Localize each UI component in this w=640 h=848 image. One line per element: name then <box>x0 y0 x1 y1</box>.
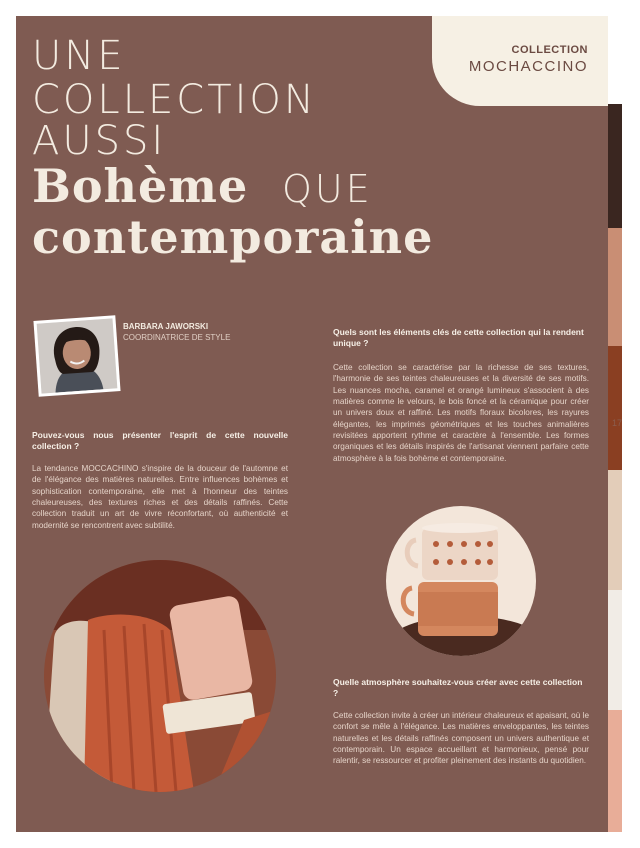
answer-1: La tendance MOCCACHINO s'inspire de la douceur de l'automne et de l'élégance des matières naturelles. Entre influences bohèmes et sophistication contemporaine, elle met à l'honneur des teintes chaleureuses, des textures riches et des détails raffinés. Cette collection traduit un art de vivre réconfortant, où authenticité et modernité se rencontrent avec subtilité. <box>32 464 288 530</box>
stacked-mugs-image <box>386 506 536 656</box>
question-1: Pouvez-vous nous présenter l'esprit de cette nouvelle collection ? <box>32 430 288 452</box>
page-number: 17 <box>612 418 623 428</box>
color-swatch-2 <box>608 228 622 346</box>
title-line-3: AUSSI <box>32 118 167 164</box>
author-portrait <box>33 315 120 397</box>
question-3: Quelle atmosphère souhaitez-vous créer avec cette collection ? <box>333 677 583 699</box>
collection-label: COLLECTION <box>511 44 588 56</box>
collection-tag <box>432 16 608 106</box>
author-name: BARBARA JAWORSKI <box>123 322 209 331</box>
answer-2: Cette collection se caractérise par la richesse de ses textures, l'harmonie de ses teintes chaleureuses et la diversité de ses motifs. Les nuances mocha, caramel et orangé lumineux s'associent à des matières comme le velours, le bois foncé et la céramique pour créer un univers doux et raffiné. Les motifs floraux bicolores, les rayures élégantes, les imprimés géométriques et les touches animalières revisitées apportent rythme et caractère à l'ensemble. Les formes organiques et les détails inspirés de l'artisanat viennent parfaire cette atmosphère à la fois bohème et contemporaine. <box>333 363 589 463</box>
color-swatch-4 <box>608 470 622 590</box>
title-line-4-bold: Bohème <box>32 159 249 213</box>
answer-3: Cette collection invite à créer un intérieur chaleureux et apaisant, où le confort se mêle à l'élégance. Les matières enveloppantes, les teintes naturelles et les détails raffinés composent un univers authentique et contemporain. Un espace accueillant et harmonieux, pensé pour ralentir, se ressourcer et profiter pleinement des instants du quotidien. <box>333 711 589 766</box>
title-line-4-thin: QUE <box>282 167 373 211</box>
color-swatch-5 <box>608 590 622 710</box>
title-line-5-bold: contemporaine <box>32 210 434 264</box>
color-swatch-6 <box>608 710 622 832</box>
collection-name: MOCHACCINO <box>468 58 588 75</box>
throw-photo <box>44 560 276 792</box>
question-2: Quels sont les éléments clés de cette collection qui la rendent unique ? <box>333 327 584 349</box>
mugs-photo <box>386 506 536 656</box>
throw-blanket-image <box>44 560 276 792</box>
portrait-photo <box>37 318 118 393</box>
color-swatch-1 <box>608 104 622 228</box>
title-line-1: UNE <box>32 33 126 79</box>
title-line-2: COLLECTION <box>32 77 317 123</box>
color-swatch-3 <box>608 346 622 470</box>
author-role: COORDINATRICE DE STYLE <box>123 333 231 342</box>
